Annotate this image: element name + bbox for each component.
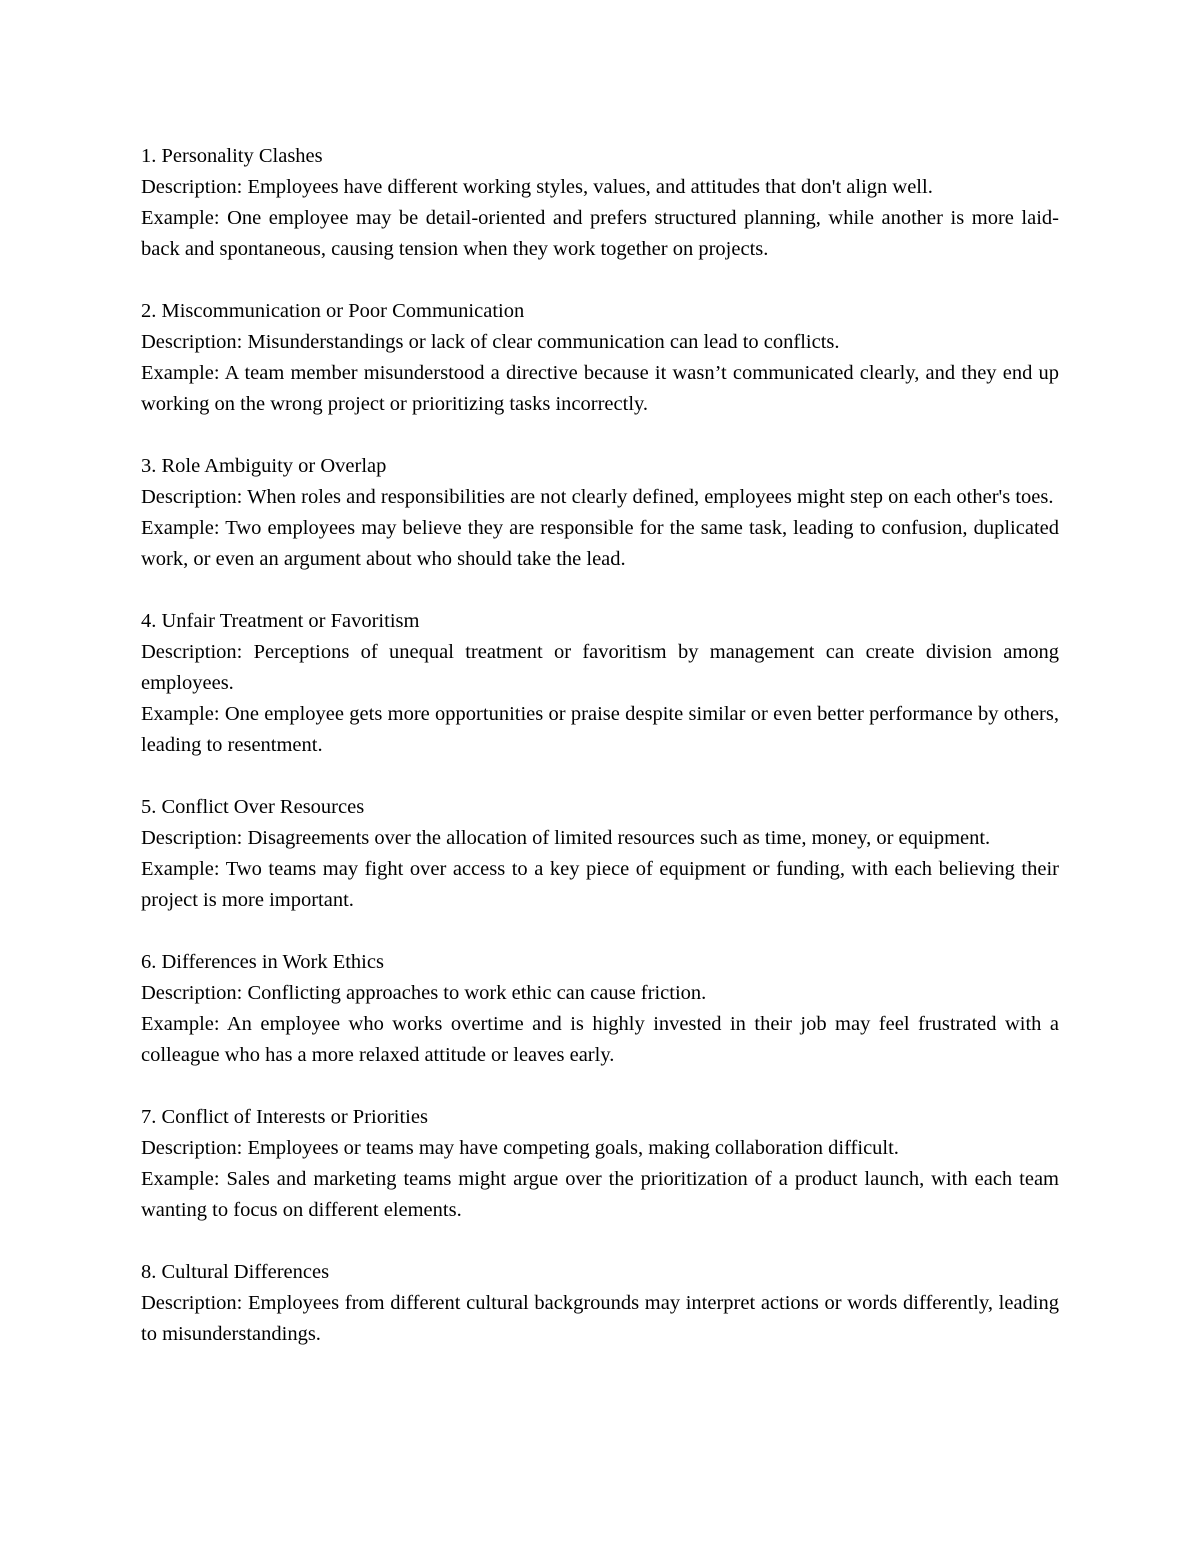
section-example: Example: Two employees may believe they are responsible for the same task, leading to confusion, duplicated work, or even an argument about who should take the lead. xyxy=(141,517,1059,570)
section-description: Description: Perceptions of unequal treatment or favoritism by management can create division among employees. xyxy=(141,641,1059,694)
document-page xyxy=(141,141,1059,1381)
section-description: Description: Employees from different cultural backgrounds may interpret actions or words differently, leading to misunderstandings. xyxy=(141,1292,1059,1345)
section-description: Description: When roles and responsibilities are not clearly defined, employees might step on each other's toes. xyxy=(141,486,1054,508)
section-description: Description: Disagreements over the allocation of limited resources such as time, money, or equipment. xyxy=(141,827,991,849)
section-heading: 4. Unfair Treatment or Favoritism xyxy=(141,610,420,632)
section-heading: 6. Differences in Work Ethics xyxy=(141,951,384,973)
section-heading: 2. Miscommunication or Poor Communication xyxy=(141,300,525,322)
section-example: Example: A team member misunderstood a directive because it wasn’t communicated clearly, and they end up working on the wrong project or prioritizing tasks incorrectly. xyxy=(141,362,1059,415)
section-conflict-over-resources xyxy=(141,792,1059,916)
section-description: Description: Employees or teams may have competing goals, making collaboration difficult. xyxy=(141,1137,899,1159)
section-heading: 3. Role Ambiguity or Overlap xyxy=(141,455,387,477)
section-example: Example: One employee gets more opportunities or praise despite similar or even better performance by others, leading to resentment. xyxy=(141,703,1059,756)
section-description: Description: Employees have different working styles, values, and attitudes that don't align well. xyxy=(141,176,933,198)
section-example: Example: Sales and marketing teams might argue over the prioritization of a product launch, with each team wanting to focus on different elements. xyxy=(141,1168,1059,1221)
section-heading: 7. Conflict of Interests or Priorities xyxy=(141,1106,428,1128)
section-heading: 1. Personality Clashes xyxy=(141,145,323,167)
section-personality-clashes xyxy=(141,141,1059,265)
section-example: Example: One employee may be detail-oriented and prefers structured planning, while another is more laid-back and spontaneous, causing tension when they work together on projects. xyxy=(141,207,1059,260)
section-miscommunication xyxy=(141,296,1059,420)
section-heading: 5. Conflict Over Resources xyxy=(141,796,365,818)
section-description: Description: Misunderstandings or lack of clear communication can lead to conflicts. xyxy=(141,331,840,353)
section-heading: 8. Cultural Differences xyxy=(141,1261,330,1283)
section-role-ambiguity xyxy=(141,451,1059,575)
section-cultural-differences xyxy=(141,1257,1059,1350)
section-example: Example: An employee who works overtime and is highly invested in their job may feel frustrated with a colleague who has a more relaxed attitude or leaves early. xyxy=(141,1013,1059,1066)
section-description: Description: Conflicting approaches to work ethic can cause friction. xyxy=(141,982,707,1004)
section-conflict-of-interests xyxy=(141,1102,1059,1226)
section-work-ethics xyxy=(141,947,1059,1071)
section-example: Example: Two teams may fight over access to a key piece of equipment or funding, with each believing their project is more important. xyxy=(141,858,1059,911)
section-unfair-treatment xyxy=(141,606,1059,761)
